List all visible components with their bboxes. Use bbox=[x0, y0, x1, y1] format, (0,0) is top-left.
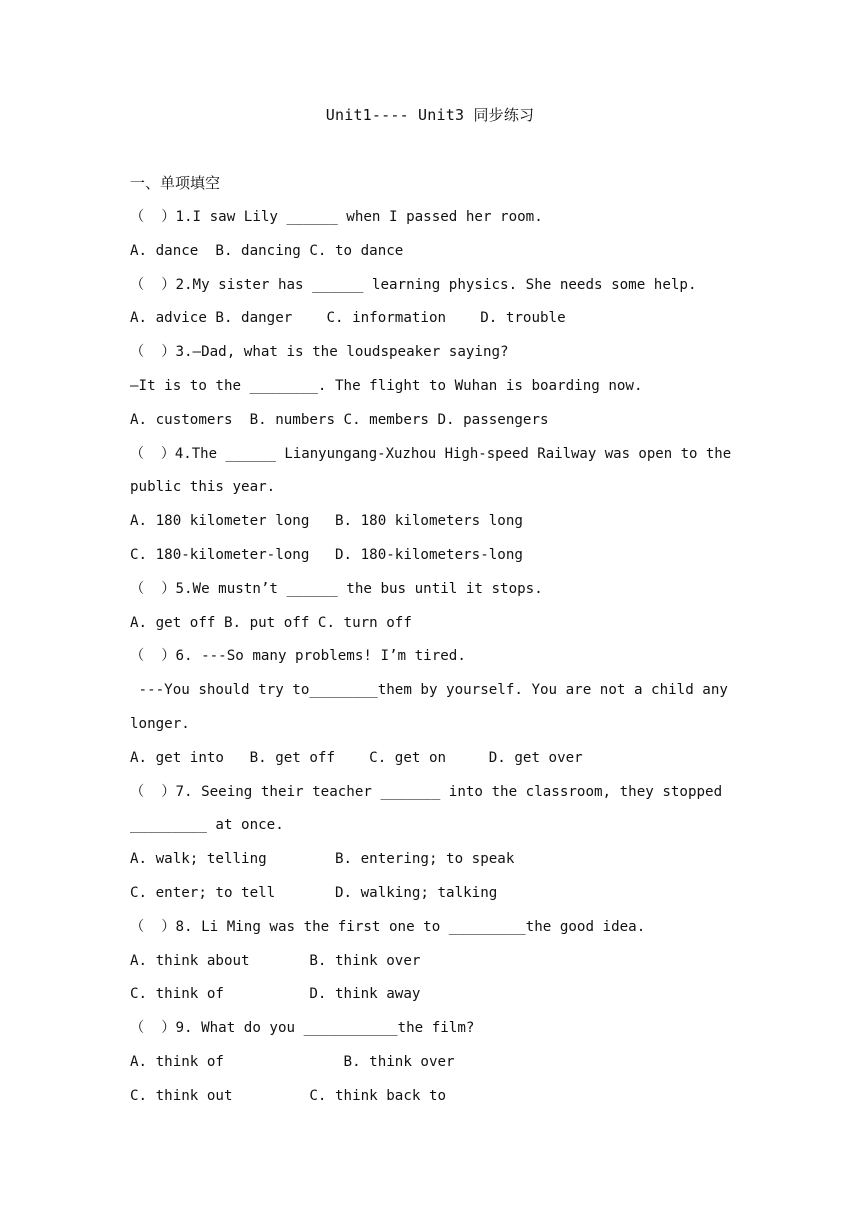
text-line: （ ）4.The ______ Lianyungang-Xuzhou High-speed Railway was open to the bbox=[130, 445, 732, 462]
page-title: Unit1---- Unit3 同步练习 bbox=[325, 106, 535, 124]
text-line: A. 180 kilometer long B. 180 kilometers long bbox=[130, 513, 523, 530]
text-line: A. dance B. dancing C. to dance bbox=[130, 242, 404, 259]
text-line: C. think out C. think back to bbox=[130, 1087, 447, 1104]
text-line: public this year. bbox=[130, 479, 276, 496]
text-line: C. 180-kilometer-long D. 180-kilometers-long bbox=[130, 546, 523, 563]
text-line: （ ）1.I saw Lily ______ when I passed her room. bbox=[130, 209, 543, 225]
text-line: A. customers B. numbers C. members D. passengers bbox=[130, 411, 549, 428]
question-list bbox=[130, 205, 735, 1118]
text-line: _________ at once. bbox=[130, 817, 284, 834]
text-line: ---You should try to________them by yourself. You are not a child any bbox=[130, 682, 728, 699]
text-line: （ ）8. Li Ming was the first one to _________the good idea. bbox=[130, 918, 646, 935]
text-line: A. get into B. get off C. get on D. get over bbox=[130, 749, 583, 766]
text-line: （ ）5.We mustn’t ______ the bus until it stops. bbox=[130, 580, 543, 597]
text-line: C. enter; to tell D. walking; talking bbox=[130, 884, 498, 901]
section-heading: 一、单项填空 bbox=[130, 174, 221, 192]
text-line: A. think about B. think over bbox=[130, 952, 421, 969]
text-line: —It is to the ________. The flight to Wuhan is boarding now. bbox=[130, 377, 643, 394]
text-line: （ ）9. What do you ___________the film? bbox=[130, 1020, 475, 1037]
text-line: A. get off B. put off C. turn off bbox=[130, 614, 412, 631]
text-line: A. think of B. think over bbox=[130, 1053, 455, 1070]
text-line: A. walk; telling B. entering; to speak bbox=[130, 851, 515, 868]
text-line: （ ）6. ---So many problems! I’m tired. bbox=[130, 648, 466, 665]
text-line: C. think of D. think away bbox=[130, 986, 421, 1003]
text-line: （ ）3.—Dad, what is the loudspeaker saying? bbox=[130, 344, 509, 361]
text-line: longer. bbox=[130, 715, 190, 732]
text-line: A. advice B. danger C. information D. trouble bbox=[130, 310, 566, 327]
text-line: （ ）2.My sister has ______ learning physics. She needs some help. bbox=[130, 276, 697, 293]
text-line: （ ）7. Seeing their teacher _______ into the classroom, they stopped bbox=[130, 783, 723, 800]
